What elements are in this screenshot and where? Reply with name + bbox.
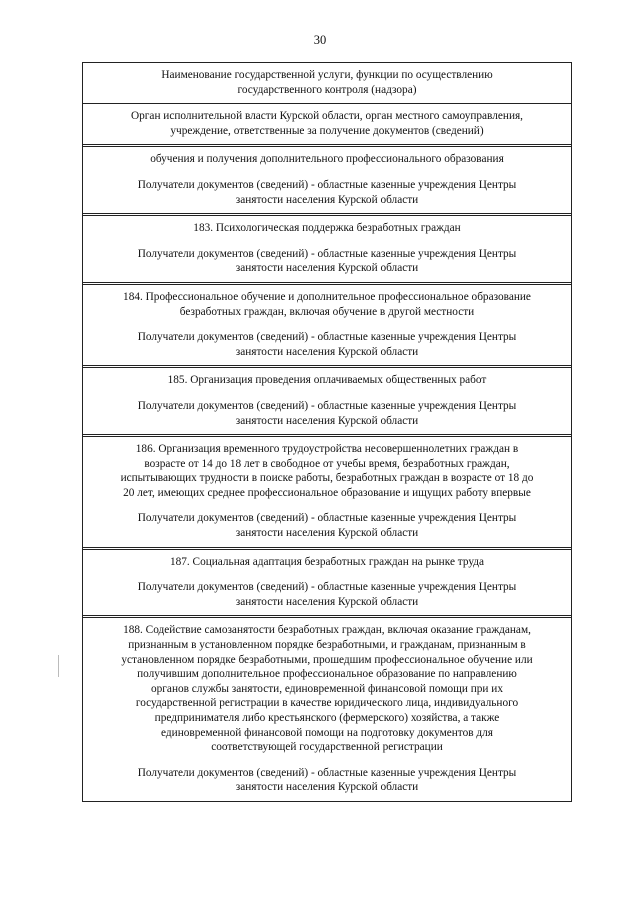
table-row [83,282,571,365]
table-row [83,434,571,547]
table-row [83,213,571,282]
recipient-text: Получатели документов (сведений) - областные казенные учреждения Центры занятости населения Курской области [137,331,517,358]
recipient-text: Получатели документов (сведений) - областные казенные учреждения Центры занятости населения Курской области [137,247,517,275]
service-text: 186. Организация временного трудоустройства несовершеннолетних граждан в возрасте от 14 до 18 лет в свободное от учебы время, безработных граждан, испытывающих трудности в поиске работы, безработных граждан в возрасте от 18 до 20 лет, имеющих среднее профессиональное образование и ищущих работу впервые [120,443,534,499]
recipient-text: Получатели документов (сведений) - областные казенные учреждения Центры занятости населения Курской области [137,399,517,427]
recipient-text: Получатели документов (сведений) - областные казенные учреждения Центры занятости населения Курской области [137,581,517,608]
table-row [83,615,571,801]
service-text: 188. Содействие самозанятости безработных граждан, включая оказание гражданам, признанным в установленном порядке безработными, и гражданам, признанным в установленном порядке безработными, прошедшим профессиональное обучение или получившим дополнительное профессиональное образование по направлению органов службы занятости, единовременной финансовой помощи при их государственной регистрации в качестве юридического лица, индивидуального предпринимателя либо крестьянского (фермерского) хозяйства, а также единовременной финансовой помощи на подготовку документов для соответствующей государственной регистрации [121,624,533,754]
scan-margin-mark [58,655,59,677]
header-service-name: Наименование государственной услуги, функции по осуществлению государственного контроля (надзора) [161,69,493,96]
table-row [83,547,571,616]
services-table [82,62,572,802]
table-row [83,365,571,434]
service-text: 183. Психологическая поддержка безработных граждан [193,222,461,235]
service-text: обучения и получения дополнительного профессионального образования [150,153,504,166]
header-responsible-body: Орган исполнительной власти Курской области, орган местного самоуправления, учреждение, ответственные за получение документов (сведений) [130,110,524,137]
table-row [83,144,571,213]
service-text: 185. Организация проведения оплачиваемых общественных работ [167,374,487,387]
service-text: 184. Профессиональное обучение и дополнительное профессиональное образование безработных граждан, включая обучение в другой местности [123,290,531,318]
table-header-col2 [83,103,571,144]
page-number: 30 [313,33,327,47]
table-header-col1 [83,63,571,103]
service-text: 187. Социальная адаптация безработных граждан на рынке труда [169,555,485,568]
recipient-text: Получатели документов (сведений) - областные казенные учреждения Центры занятости населения Курской области [137,512,517,540]
recipient-text: Получатели документов (сведений) - областные казенные учреждения Центры занятости населения Курской области [137,766,517,794]
recipient-text: Получатели документов (сведений) - областные казенные учреждения Центры занятости населения Курской области [137,178,517,206]
